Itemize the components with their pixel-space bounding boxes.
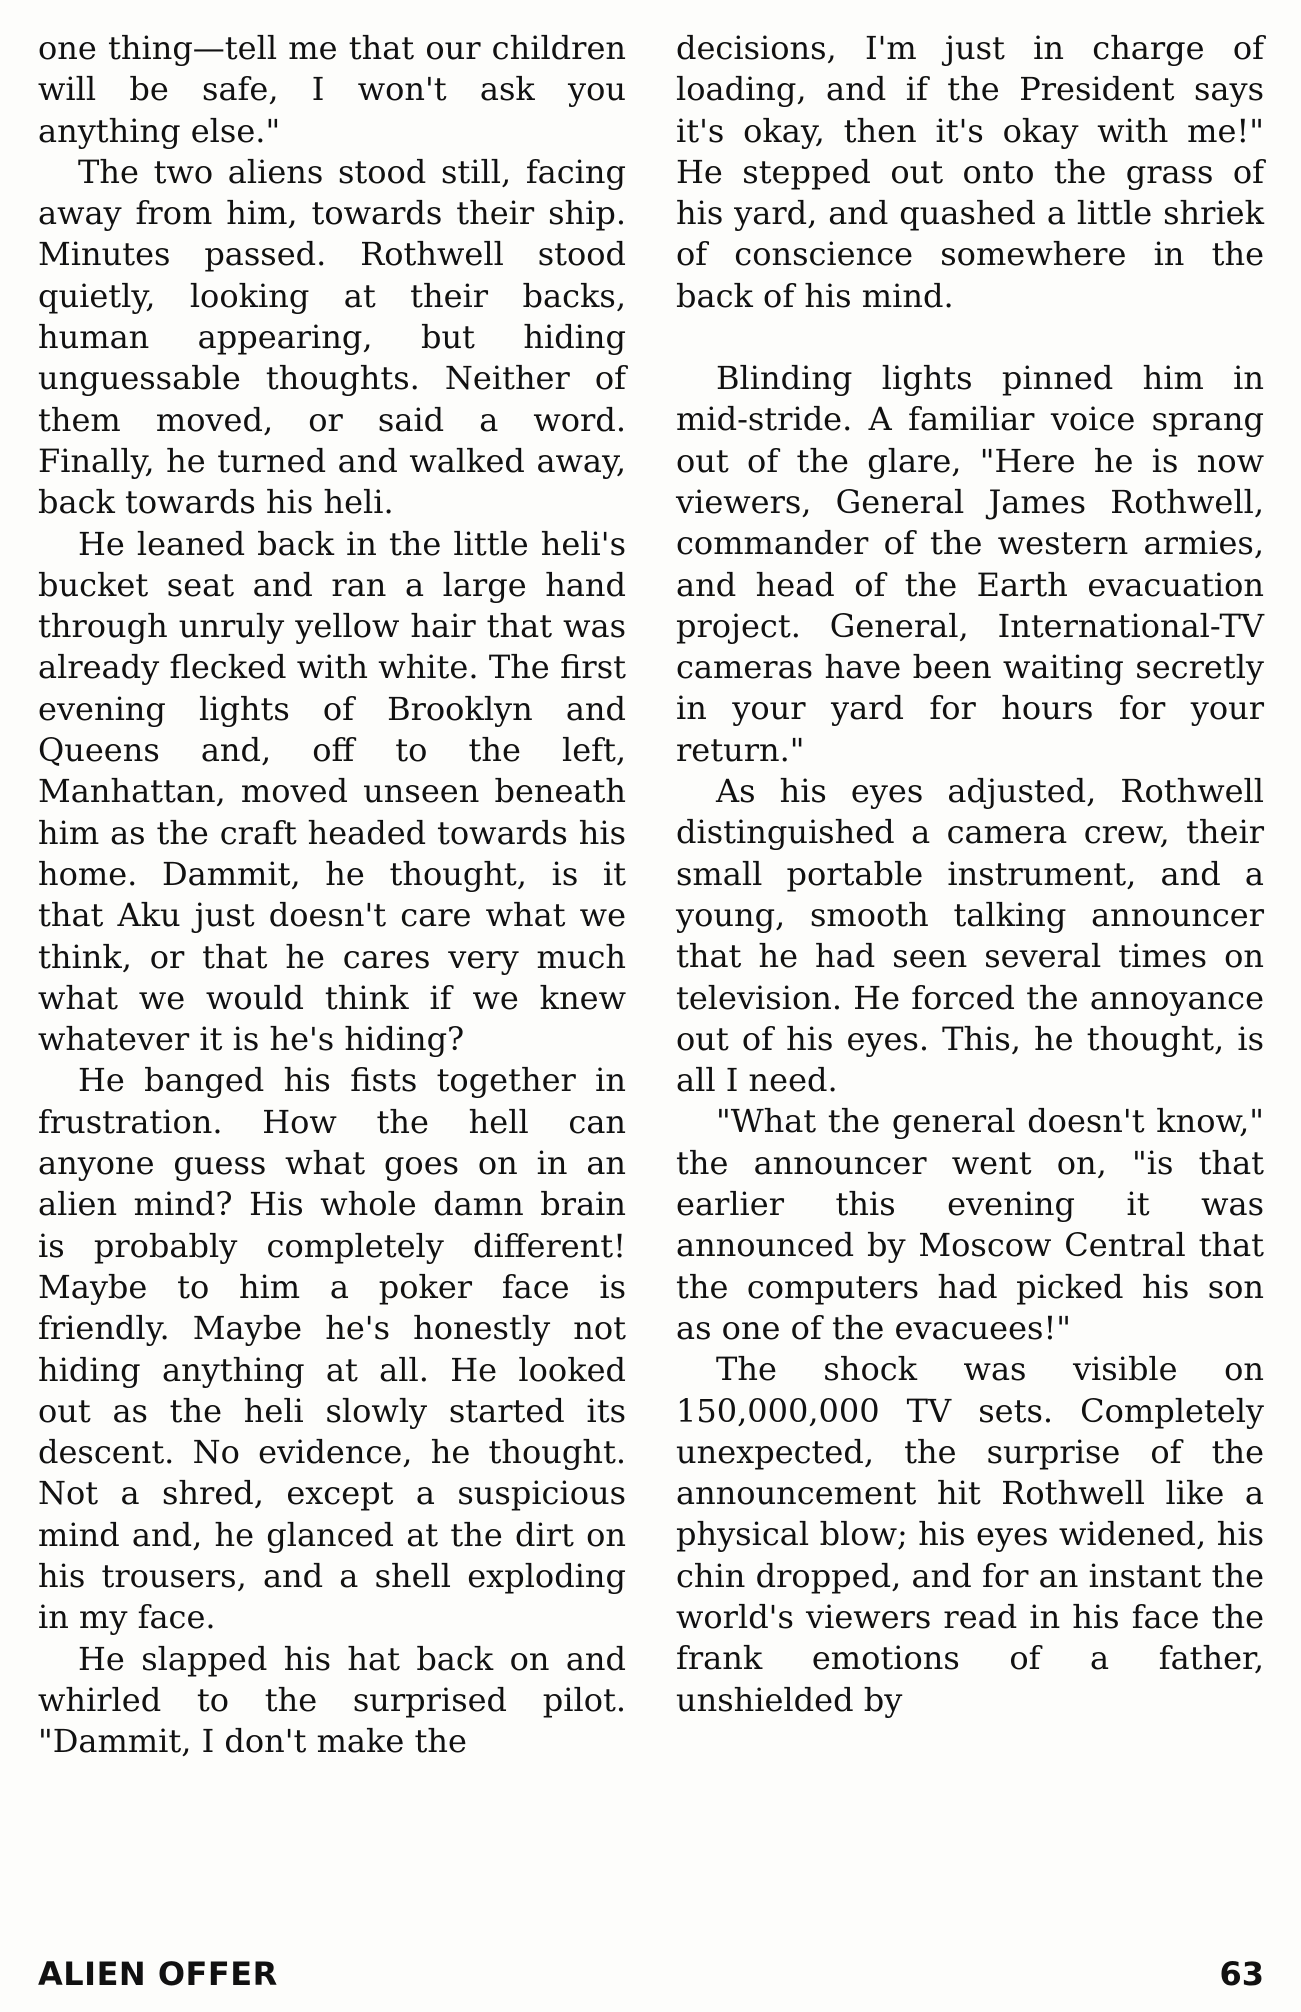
- running-title: ALIEN OFFER: [38, 1955, 278, 1993]
- left-text-column: [38, 28, 626, 1762]
- paragraph: He banged his fists together in frustration. How the hell can anyone guess what goes on in an alien mind? His whole damn brain is probably completely different! Maybe to him a poker face is friendly. Maybe he's honestly not hiding anything at all. He looked out as the heli slowly started its descent. No evidence, he thought. Not a shred, except a suspicious mind and, he glanced at the dirt on his trousers, and a shell exploding in my face.: [38, 1061, 626, 1637]
- paragraph: He leaned back in the little heli's bucket seat and ran a large hand through unruly yellow hair that was already flecked with white. The first evening lights of Brooklyn and Queens and, off to the left, Manhattan, moved unseen beneath him as the craft headed towards his home. Dammit, he thought, is it that Aku just doesn't care what we think, or that he cares very much what we would think if we knew whatever it is he's hiding?: [38, 524, 626, 1059]
- paragraph: Blinding lights pinned him in mid-stride. A familiar voice sprang out of the glare, "Here he is now viewers, General James Rothwell, commander of the western armies, and head of the Earth evacuation project. General, International-TV cameras have been waiting secretly in your yard for hours for your return.": [676, 359, 1264, 769]
- paragraph: He slapped his hat back on and whirled to the surprised pilot. "Dammit, I don't make the: [38, 1639, 626, 1761]
- page-number: 63: [1219, 1955, 1264, 1993]
- paragraph: The two aliens stood still, facing away from him, towards their ship. Minutes passed. Rothwell stood quietly, looking at their backs, human appearing, but hiding unguessable thoughts. Neither of them moved, or said a word. Finally, he turned and walked away, back towards his heli.: [38, 152, 626, 522]
- paragraph: The shock was visible on 150,000,000 TV sets. Completely unexpected, the surprise of the announcement hit Rothwell like a physical blow; his eyes widened, his chin dropped, and for an instant the world's viewers read in his face the frank emotions of a father, unshielded by: [676, 1350, 1264, 1719]
- right-text-column: [676, 28, 1264, 1721]
- paragraph: decisions, I'm just in charge of loading, and if the President says it's okay, then it's okay with me!" He stepped out onto the grass of his yard, and quashed a little shriek of conscience somewhere in the back of his mind.: [676, 29, 1264, 315]
- paragraph: one thing—tell me that our children will be safe, I won't ask you anything else.": [38, 29, 626, 150]
- paragraph: "What the general doesn't know," the announcer went on, "is that earlier this evening it was announced by Moscow Central that the computers had picked his son as one of the evacuees!": [676, 1102, 1264, 1347]
- page-footer: [38, 1955, 1264, 1999]
- paragraph: As his eyes adjusted, Rothwell distinguished a camera crew, their small portable instrument, and a young, smooth talking announcer that he had seen several times on television. He forced the annoyance out of his eyes. This, he thought, is all I need.: [676, 772, 1264, 1100]
